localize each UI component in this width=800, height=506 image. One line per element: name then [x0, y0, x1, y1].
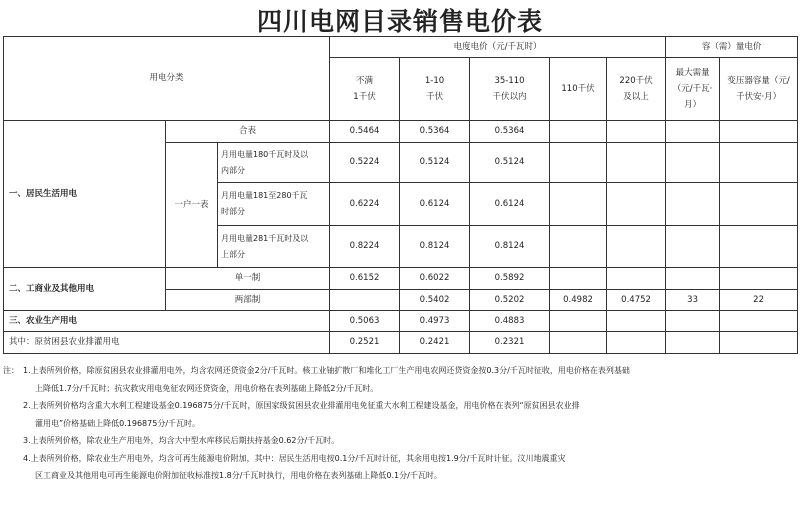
note-2-cont: 灌用电”价格基础上降低0.196875分/千瓦时。 [35, 418, 201, 428]
note-3: 3.上表所列价格，除农业生产用电外，均含大中型水库移民后期扶持基金0.62分/千瓦时。 [23, 436, 340, 445]
cell-value: 0.5402 [400, 290, 470, 311]
note-4: 4.上表所列价格，除农业生产用电外，均含可再生能源电价附加，其中：居民生活用电按0.1分/千瓦时计征，其余用电按1.9分/千瓦时计征。汶川地震重灾 [23, 453, 566, 463]
cell-value: 0.4883 [470, 311, 550, 332]
cell-value: 0.4982 [550, 290, 607, 311]
col-110kv: 110千伏 [550, 58, 607, 121]
cell-value: 0.6124 [470, 183, 550, 226]
cell-value: 0.5202 [470, 290, 550, 311]
cell-value: 0.5124 [470, 143, 550, 183]
capacity-price-header: 容（需）量电价 [666, 37, 798, 58]
cell-value: 0.5063 [330, 311, 400, 332]
note-1-cont: 上降低1.7分/千瓦时；抗灾救灾用电免征农网还贷资金，用电价格在表列基础上降低2分/千瓦时。 [35, 383, 379, 393]
cell-value: 0.6224 [330, 183, 400, 226]
table-row [4, 121, 798, 143]
note-4-cont: 区工商业及其他用电可再生能源电价附加征收标准按1.8分/千瓦时执行，用电价格在表列基础上降低0.1分/千瓦时。 [35, 471, 442, 480]
row-label: 合表 [166, 121, 330, 143]
category-header: 用电分类 [4, 37, 330, 121]
note-2: 2.上表所列价格均含重大水利工程建设基金0.196875分/千瓦时，原国家级贫困县农业排灌用电免征重大水利工程建设基金，用电价格在表列“原贫困县农业排 [23, 401, 580, 410]
col-220kv: 220千伏 及以上 [607, 58, 666, 121]
energy-price-header: 电度电价（元/千瓦时） [330, 37, 666, 58]
row-label: 月用电量281千瓦时及以 上部分 [218, 226, 330, 268]
note-1: 注： 1.上表所列价格，除原贫困县农业排灌用电外，均含农网还贷资金2分/千瓦时。核工业铀扩散厂和堆化工厂生产用电农网还贷资金按0.3分/千瓦时征收，用电价格在表列基础 [3, 366, 630, 375]
cell-value: 0.6124 [400, 183, 470, 226]
col-under-1kv: 不满 1千伏 [330, 58, 400, 121]
cell-value: 0.5124 [400, 143, 470, 183]
cell-value: 0.8124 [470, 226, 550, 268]
col-1-10kv: 1-10 千伏 [400, 58, 470, 121]
col-max-demand: 最大需量 （元/千瓦· 月） [666, 58, 720, 121]
cell-value: 0.5364 [400, 121, 470, 143]
household-meter-label: 一户一表 [166, 143, 218, 268]
agriculture-label: 三、农业生产用电 [4, 311, 330, 332]
residential-label: 一、居民生活用电 [4, 121, 166, 268]
cell-value: 0.5892 [470, 268, 550, 290]
row-label: 单一制 [166, 268, 330, 290]
cell-value: 0.6022 [400, 268, 470, 290]
cell-value: 0.6152 [330, 268, 400, 290]
cell-value: 33 [666, 290, 720, 311]
cell-value: 0.2521 [330, 332, 400, 354]
header-row [4, 37, 798, 58]
col-transformer-capacity: 变压器容量（元/ 千伏安·月） [720, 58, 798, 121]
commercial-label: 二、工商业及其他用电 [4, 268, 166, 311]
cell-value: 0.5224 [330, 143, 400, 183]
tariff-table [3, 36, 798, 354]
row-label: 月用电量180千瓦时及以 内部分 [218, 143, 330, 183]
poor-county-label: 其中：原贫困县农业排灌用电 [4, 332, 330, 354]
table-row [4, 311, 798, 332]
cell-value: 0.4752 [607, 290, 666, 311]
row-label: 两部制 [166, 290, 330, 311]
cell-value: 0.2421 [400, 332, 470, 354]
cell-value: 22 [720, 290, 798, 311]
notes [3, 362, 797, 485]
table-row [4, 268, 798, 290]
table-row [4, 332, 798, 354]
col-35-110kv: 35-110 千伏以内 [470, 58, 550, 121]
cell-value: 0.5464 [330, 121, 400, 143]
cell-value: 0.4973 [400, 311, 470, 332]
cell-value: 0.8124 [400, 226, 470, 268]
cell-value: 0.5364 [470, 121, 550, 143]
cell-value: 0.2321 [470, 332, 550, 354]
page-title: 四川电网目录销售电价表 [256, 7, 543, 36]
row-label: 月用电量181至280千瓦 时部分 [218, 183, 330, 226]
cell-value: 0.8224 [330, 226, 400, 268]
